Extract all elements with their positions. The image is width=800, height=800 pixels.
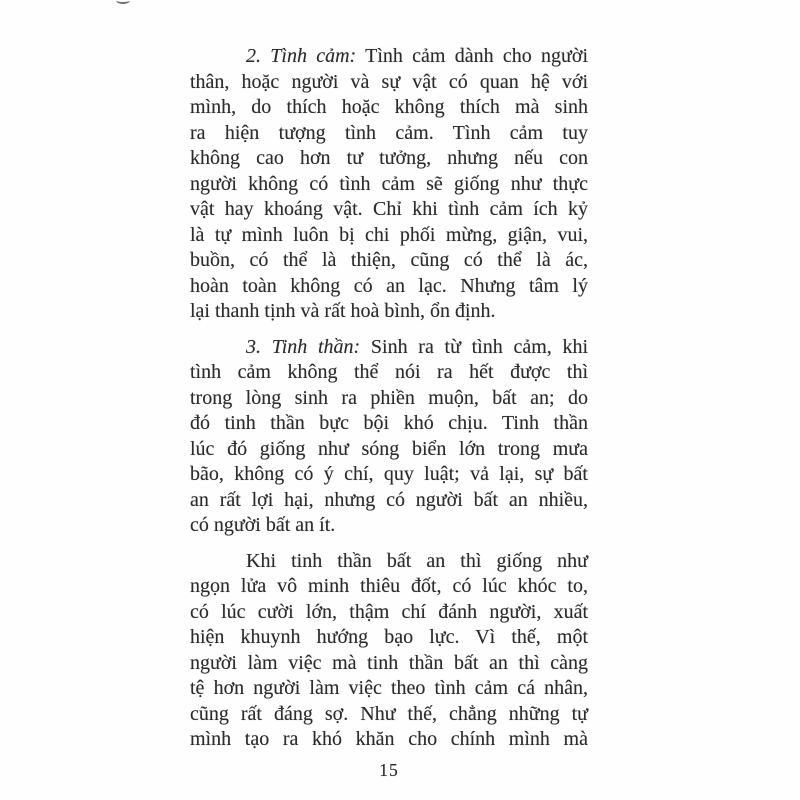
text-line: ngọn lửa vô minh thiêu đốt, có lúc khóc to,	[190, 575, 588, 597]
text-line: hiện khuynh hướng bạo lực. Vì thế, một	[190, 626, 588, 648]
section-heading-tinh-than: 3. Tinh thần:	[246, 335, 361, 358]
text-line: an rất lợi hại, nhưng có người bất an nhiều,	[190, 488, 588, 511]
text-line: Khi tinh thần bất an thì giống như	[246, 549, 588, 572]
text-line: thân, hoặc người và sự vật có quan hệ với	[190, 70, 588, 93]
paragraph-khi-tinh-than	[190, 549, 588, 753]
text-line: trong lòng sinh ra phiền muộn, bất an; do	[190, 386, 588, 409]
paragraph-tinh-than	[190, 335, 588, 539]
text-line: cũng rất đáng sợ. Như thế, chẳng những tự	[190, 702, 588, 725]
text-line: có lúc cười lớn, thậm chí đánh người, xuất	[190, 600, 588, 623]
text-line: người làm việc mà tinh thần bất an thì càng	[190, 651, 588, 674]
page-number: 15	[379, 760, 399, 780]
text-line: đó tinh thần bực bội khó chịu. Tinh thần	[190, 412, 588, 434]
text-line: mình, do thích hoặc không thích mà sinh	[190, 96, 588, 118]
text-line: không cao hơn tư tưởng, nhưng nếu con	[190, 147, 588, 169]
text-line: lại thanh tịnh và rất hoà bình, ổn định.	[190, 300, 496, 322]
scan-artifact	[116, 0, 130, 4]
text-span: Sinh ra từ tình cảm, khi	[370, 335, 589, 358]
text-line: vật hay khoáng vật. Chỉ khi tình cảm ích kỷ	[190, 198, 588, 220]
text-line: mình tạo ra khó khăn cho chính mình mà	[190, 728, 588, 750]
text-span: Tình cảm dành cho người	[365, 45, 589, 67]
paragraph-tinh-cam	[190, 44, 588, 325]
text-line	[190, 44, 588, 70]
text-line: tình cảm không thể nói ra hết được thì	[190, 361, 588, 383]
page-text-block	[190, 44, 588, 753]
text-line: bão, không có ý chí, quy luật; vả lại, sự bất	[190, 463, 588, 485]
section-heading-tinh-cam: 2. Tình cảm:	[246, 45, 357, 67]
text-line: có người bất an ít.	[190, 514, 336, 536]
text-line: là tự mình luôn bị chi phối mừng, giận, vui,	[190, 223, 588, 246]
text-line: buồn, có thể là thiện, cũng có thể là ác,	[190, 249, 588, 271]
text-line: lúc đó giống như sóng biển lớn trong mưa	[190, 437, 588, 460]
text-line	[190, 335, 588, 361]
text-line: người không có tình cảm sẽ giống như thực	[190, 172, 588, 195]
text-line: hoàn toàn không có an lạc. Nhưng tâm lý	[190, 274, 588, 297]
text-line: tệ hơn người làm việc theo tình cảm cá nhân,	[190, 677, 588, 699]
text-line: ra hiện tượng tình cảm. Tình cảm tuy	[190, 121, 588, 144]
